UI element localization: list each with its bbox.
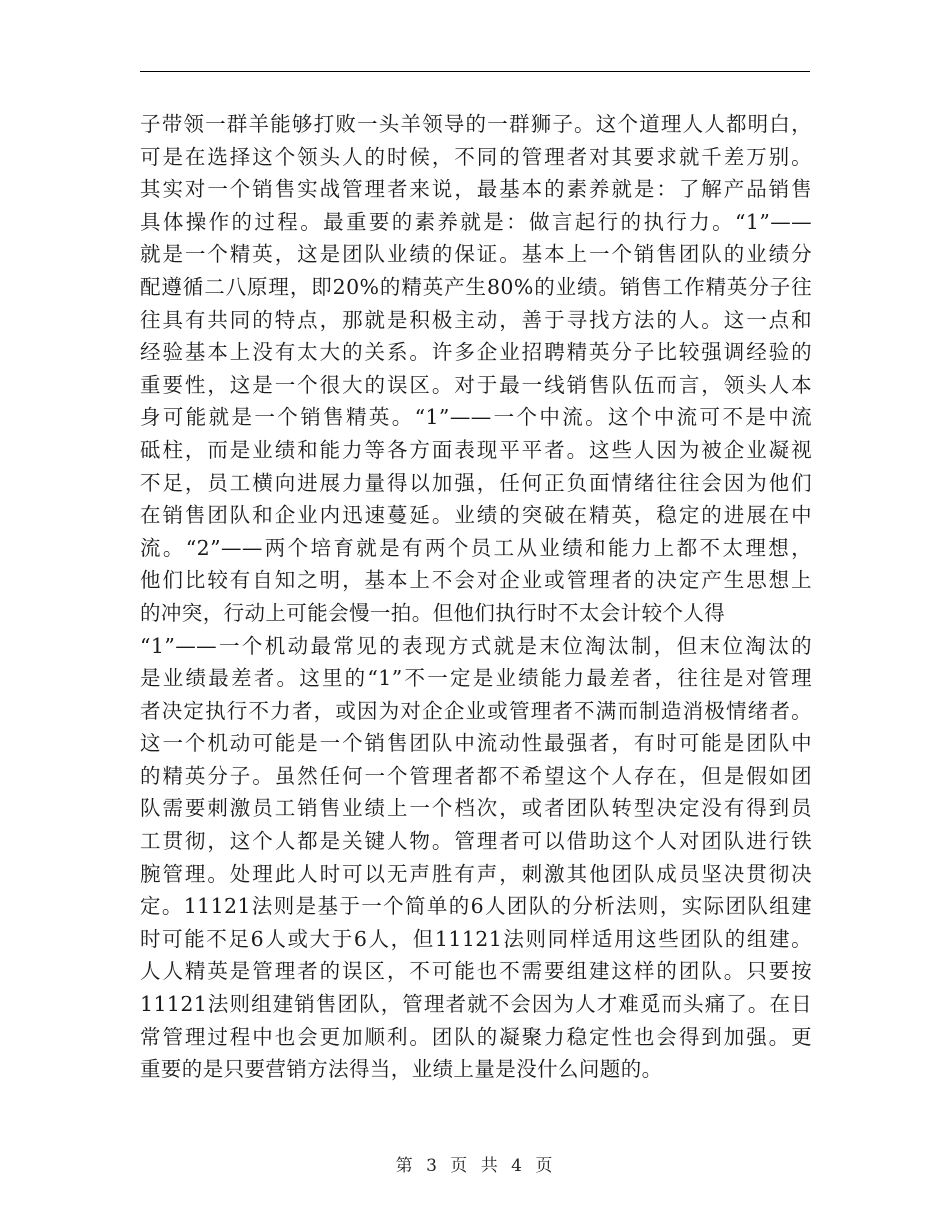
text-line: 11121法则组建销售团队，管理者就不会因为人才难觅而头痛了。在日 — [140, 992, 812, 1017]
text-line: 的精英分子。虽然任何一个管理者都不希望这个人存在，但是假如团 — [140, 763, 812, 788]
text-line: 是业绩最差者。这里的“1”不一定是业绩能力最差者，往往是对管理 — [140, 666, 812, 691]
page-number-footer: 第 3 页 共 4 页 — [395, 1156, 555, 1176]
text-line: 定。11121法则是基于一个简单的6人团队的分析法则，实际团队组建 — [140, 894, 812, 919]
text-line: 重要的是只要营销方法得当，业绩上量是没什么问题的。 — [140, 1057, 663, 1082]
text-line: 往具有共同的特点，那就是积极主动，善于寻找方法的人。这一点和 — [140, 307, 812, 332]
text-line: 流。“2”——两个培育就是有两个员工从业绩和能力上都不太理想， — [140, 535, 812, 560]
text-line: 重要性，这是一个很大的误区。对于最一线销售队伍而言，领头人本 — [140, 372, 812, 397]
text-line: “1”——一个机动最常见的表现方式就是末位淘汰制，但末位淘汰的 — [140, 633, 812, 658]
text-line: 时可能不足6人或大于6人，但11121法则同样适用这些团队的组建。 — [140, 926, 812, 951]
text-line: 工贯彻，这个人都是关键人物。管理者可以借助这个人对团队进行铁 — [140, 829, 812, 854]
text-line: 人人精英是管理者的误区，不可能也不需要组建这样的团队。只要按 — [140, 959, 812, 984]
text-line: 砥柱，而是业绩和能力等各方面表现平平者。这些人因为被企业凝视 — [140, 437, 812, 462]
text-line: 他们比较有自知之明，基本上不会对企业或管理者的决定产生思想上 — [140, 568, 812, 593]
text-line: 配遵循二八原理，即20%的精英产生80%的业绩。销售工作精英分子往 — [140, 274, 812, 299]
text-line: 这一个机动可能是一个销售团队中流动性最强者，有时可能是团队中 — [140, 731, 812, 756]
body-text — [140, 108, 812, 1086]
text-line: 腕管理。处理此人时可以无声胜有声，刺激其他团队成员坚决贯彻决 — [140, 861, 812, 886]
text-line: 常管理过程中也会更加顺利。团队的凝聚力稳定性也会得到加强。更 — [140, 1024, 812, 1049]
text-line: 子带领一群羊能够打败一头羊领导的一群狮子。这个道理人人都明白， — [140, 112, 812, 136]
text-line: 的冲突，行动上可能会慢一拍。但他们执行时不太会计较个人得 — [140, 600, 726, 625]
text-line: 不足，员工横向进展力量得以加强，任何正负面情绪往往会因为他们 — [140, 470, 812, 495]
text-line: 具体操作的过程。最重要的素养就是：做言起行的执行力。“1”—— — [140, 209, 812, 234]
header-rule — [140, 71, 810, 72]
text-line: 就是一个精英，这是团队业绩的保证。基本上一个销售团队的业绩分 — [140, 242, 812, 267]
text-line: 可是在选择这个领头人的时候，不同的管理者对其要求就千差万别。 — [140, 144, 812, 169]
text-line: 者决定执行不力者，或因为对企企业或管理者不满而制造消极情绪者。 — [140, 698, 812, 723]
text-line: 在销售团队和企业内迅速蔓延。业绩的突破在精英，稳定的进展在中 — [140, 503, 812, 528]
text-line: 队需要刺激员工销售业绩上一个档次，或者团队转型决定没有得到员 — [140, 796, 812, 821]
text-line: 经验基本上没有太大的关系。许多企业招聘精英分子比较强调经验的 — [140, 340, 812, 365]
text-line: 身可能就是一个销售精英。“1”——一个中流。这个中流可不是中流 — [140, 405, 812, 430]
text-line: 其实对一个销售实战管理者来说，最基本的素养就是：了解产品销售 — [140, 177, 812, 202]
